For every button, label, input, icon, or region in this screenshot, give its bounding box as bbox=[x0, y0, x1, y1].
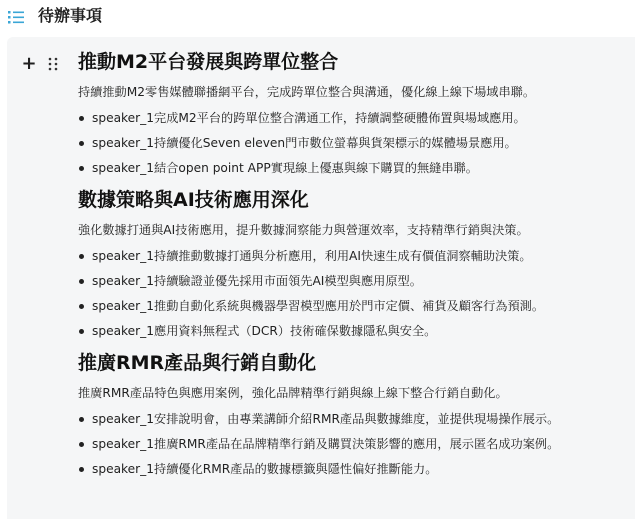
todo-panel bbox=[7, 37, 635, 519]
bullet-icon bbox=[79, 279, 84, 284]
list-item-text: speaker_1持續推動數據打通與分析應用，利用AI快速生成有價值洞察輔助決策。 bbox=[92, 249, 532, 263]
section-list bbox=[78, 407, 628, 482]
page-title: 待辦事項 bbox=[38, 6, 103, 25]
todo-content bbox=[78, 47, 628, 482]
section-summary[interactable]: 持續推動M2零售媒體聯播網平台，完成跨單位整合與溝通，優化線上線下場域串聯。 bbox=[78, 85, 536, 99]
list-icon bbox=[8, 9, 24, 25]
list-item-text: speaker_1安排說明會，由專業講師介紹RMR產品與數據維度，並提供現場操作展示。 bbox=[92, 412, 560, 426]
bullet-icon bbox=[79, 166, 84, 171]
bullet-icon bbox=[79, 442, 84, 447]
list-item[interactable] bbox=[78, 457, 628, 482]
bullet-icon bbox=[79, 467, 84, 472]
bullet-icon bbox=[79, 304, 84, 309]
list-item-text: speaker_1持續驗證並優先採用市面領先AI模型與應用原型。 bbox=[92, 274, 422, 288]
section-title[interactable]: 數據策略與AI技術應用深化 bbox=[78, 189, 309, 211]
list-item[interactable] bbox=[78, 407, 628, 432]
section-list bbox=[78, 106, 628, 181]
list-item[interactable] bbox=[78, 294, 628, 319]
section-title[interactable]: 推動M2平台發展與跨單位整合 bbox=[78, 51, 339, 73]
todo-section bbox=[78, 348, 628, 482]
section-list bbox=[78, 244, 628, 344]
list-item-text: speaker_1持續優化RMR產品的數據標籤與隱性偏好推斷能力。 bbox=[92, 462, 438, 476]
list-item[interactable] bbox=[78, 269, 628, 294]
list-item[interactable] bbox=[78, 244, 628, 269]
bullet-icon bbox=[79, 116, 84, 121]
bullet-icon bbox=[79, 417, 84, 422]
list-item[interactable] bbox=[78, 131, 628, 156]
bullet-icon bbox=[79, 254, 84, 259]
section-summary[interactable]: 推廣RMR產品特色與應用案例，強化品牌精準行銷與線上線下整合行銷自動化。 bbox=[78, 386, 508, 400]
row-tools bbox=[21, 53, 58, 74]
page-header bbox=[0, 0, 635, 34]
list-item-text: speaker_1推動自動化系統與機器學習模型應用於門市定價、補貨及顧客行為預測。 bbox=[92, 299, 545, 313]
list-item[interactable] bbox=[78, 106, 628, 131]
section-title[interactable]: 推廣RMR產品與行銷自動化 bbox=[78, 352, 317, 374]
list-item-text: speaker_1應用資料無程式（DCR）技術確保數據隱私與安全。 bbox=[92, 324, 437, 338]
list-item[interactable] bbox=[78, 319, 628, 344]
list-item-text: speaker_1完成M2平台的跨單位整合溝通工作，持續調整硬體佈置與場域應用。 bbox=[92, 111, 526, 125]
list-item-text: speaker_1結合open point APP實現線上優惠與線下購買的無縫串聯。 bbox=[92, 161, 478, 175]
todo-section bbox=[78, 47, 628, 181]
add-button[interactable]: + bbox=[21, 53, 37, 74]
section-summary[interactable]: 強化數據打通與AI技術應用，提升數據洞察能力與營運效率，支持精準行銷與決策。 bbox=[78, 223, 529, 237]
bullet-icon bbox=[79, 141, 84, 146]
todo-section bbox=[78, 185, 628, 344]
list-item-text: speaker_1推廣RMR產品在品牌精準行銷及購買決策影響的應用，展示匿名成功案例。 bbox=[92, 437, 560, 451]
drag-handle-icon[interactable] bbox=[48, 57, 58, 71]
list-item-text: speaker_1持續優化Seven eleven門市數位螢幕與貨架標示的媒體場景應用。 bbox=[92, 136, 517, 150]
list-item[interactable] bbox=[78, 432, 628, 457]
list-item[interactable] bbox=[78, 156, 628, 181]
bullet-icon bbox=[79, 329, 84, 334]
